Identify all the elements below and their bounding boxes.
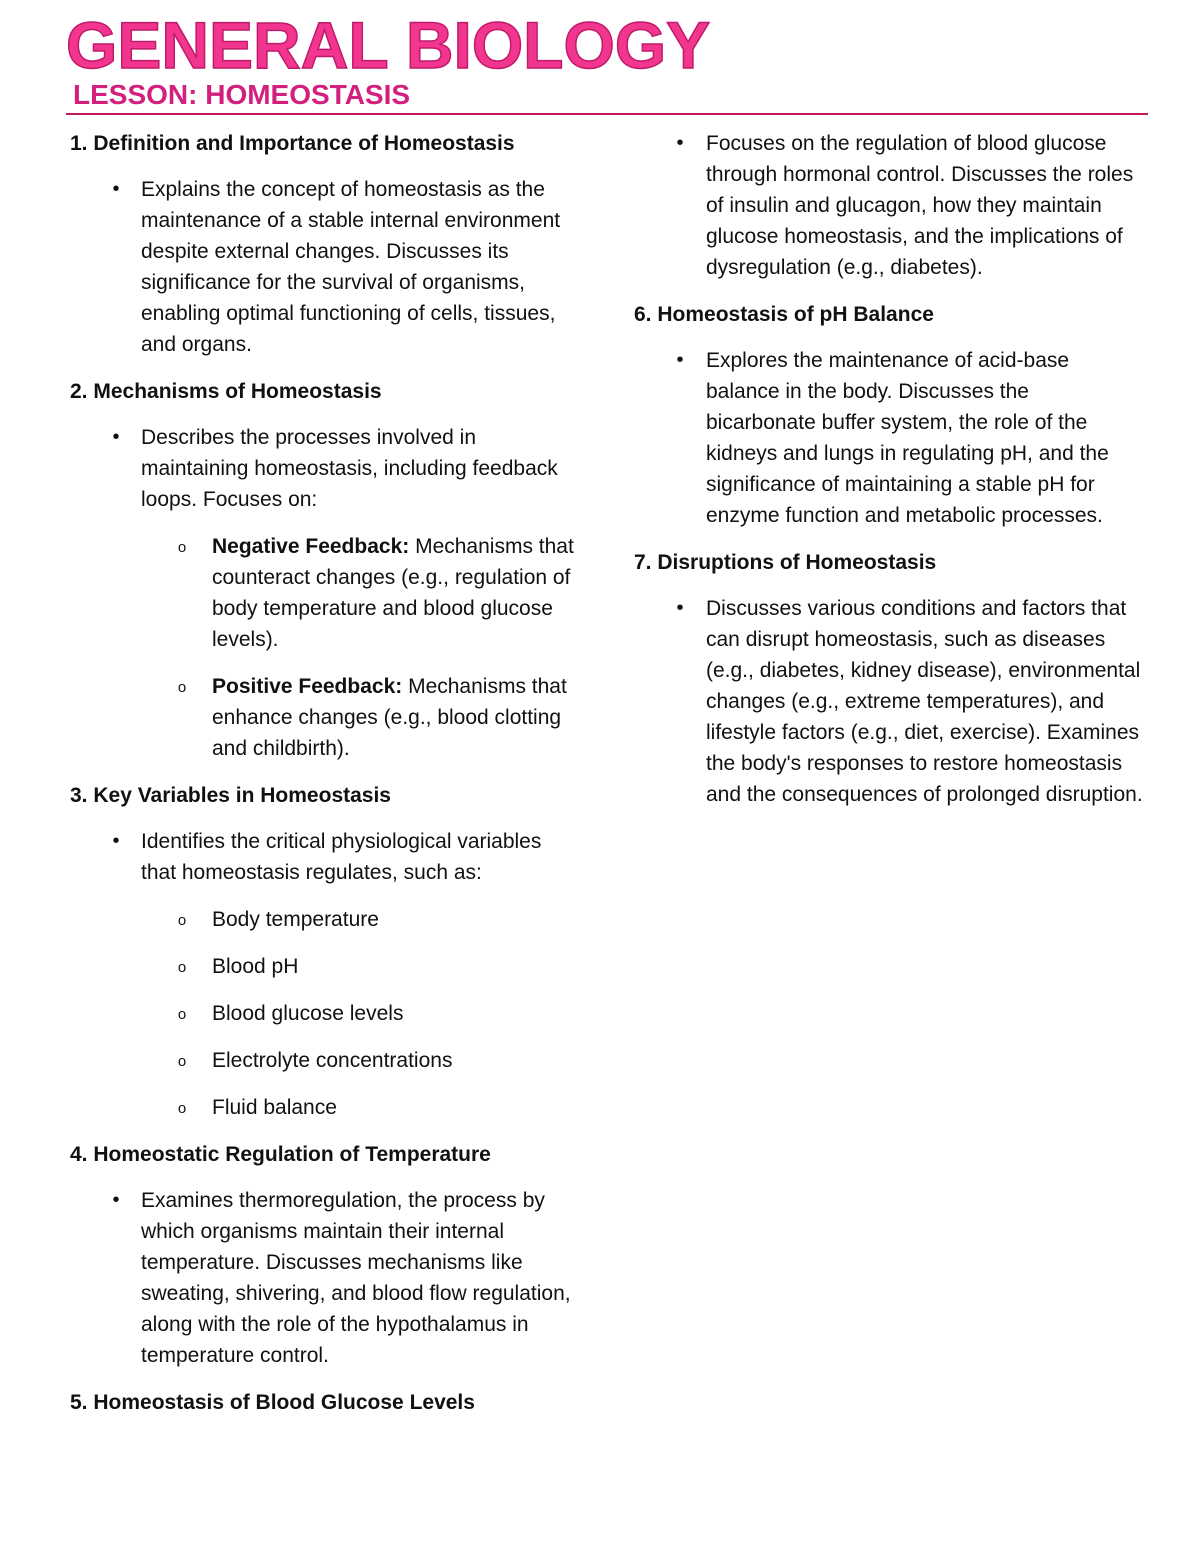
bullet-icon: •	[112, 830, 120, 852]
circle-bullet-icon: o	[177, 539, 187, 556]
variable-item	[70, 951, 580, 982]
bullet-icon: •	[112, 426, 120, 448]
variable-text: Blood pH	[212, 955, 299, 978]
bullet-text: Explains the concept of homeostasis as the maintenance of a stable internal environment despite external changes. Discusses its significance for the survival of organisms, enabling optimal functioning of cells, tissues, and organs.	[141, 178, 561, 356]
negative-feedback-text: Mechanisms that counteract changes (e.g., regulation of body temperature and blood glucose levels).	[212, 535, 574, 651]
bullet-item	[634, 593, 1144, 810]
variable-text: Blood glucose levels	[212, 1002, 404, 1025]
section-5-continued	[634, 128, 1144, 283]
sub-bullet-item	[70, 671, 580, 764]
bullet-text: Explores the maintenance of acid-base balance in the body. Discusses the bicarbonate buffer system, the role of the kidneys and lungs in regulating pH, and the significance of maintaining a stable pH for enzyme function and metabolic processes.	[706, 349, 1109, 527]
section-heading: 2. Mechanisms of Homeostasis	[70, 380, 382, 403]
section-6	[634, 299, 1144, 531]
bullet-text: Identifies the critical physiological variables that homeostasis regulates, such as:	[141, 830, 542, 884]
variable-item	[70, 1045, 580, 1076]
bullet-text: Discusses various conditions and factors that can disrupt homeostasis, such as diseases (e.g., diabetes, kidney disease), environmental changes (e.g., extreme temperatures), and lifestyle factors (e.g., diet, exercise). Examines the body's responses to restore homeostasis and the consequences of prolonged disruption.	[706, 597, 1143, 806]
section-heading: 5. Homeostasis of Blood Glucose Levels	[70, 1391, 475, 1414]
section-heading: 1. Definition and Importance of Homeostasis	[70, 132, 515, 155]
bullet-item	[70, 1185, 580, 1371]
bullet-text: Examines thermoregulation, the process by which organisms maintain their internal temperature. Discusses mechanisms like sweating, shivering, and blood flow regulation, along with the role of the hypothalamus in temperature control.	[141, 1189, 571, 1367]
negative-feedback-term: Negative Feedback:	[212, 535, 410, 558]
left-column	[70, 128, 580, 1434]
document-title: GENERAL BIOLOGY	[66, 8, 711, 82]
section-3	[70, 780, 580, 1123]
section-7	[634, 547, 1144, 810]
circle-bullet-icon: o	[177, 1100, 187, 1117]
section-heading: 4. Homeostatic Regulation of Temperature	[70, 1143, 491, 1166]
positive-feedback-term: Positive Feedback:	[212, 675, 403, 698]
bullet-icon: •	[676, 349, 684, 371]
section-1	[70, 128, 580, 360]
bullet-text: Focuses on the regulation of blood glucose through hormonal control. Discusses the roles of insulin and glucagon, how they maintain glucose homeostasis, and the implications of dysregulation (e.g., diabetes).	[706, 132, 1134, 279]
variable-text: Fluid balance	[212, 1096, 337, 1119]
bullet-icon: •	[676, 132, 684, 154]
circle-bullet-icon: o	[177, 679, 187, 696]
bullet-icon: •	[676, 597, 684, 619]
bullet-item	[634, 345, 1144, 531]
variable-text: Body temperature	[212, 908, 379, 931]
section-heading: 7. Disruptions of Homeostasis	[634, 551, 937, 574]
variable-item	[70, 998, 580, 1029]
lesson-subtitle: LESSON: HOMEOSTASIS	[73, 79, 411, 110]
right-column	[634, 128, 1144, 826]
section-heading: 6. Homeostasis of pH Balance	[634, 303, 934, 326]
section-4	[70, 1139, 580, 1371]
bullet-item	[70, 826, 580, 888]
section-5	[70, 1387, 580, 1418]
section-heading: 3. Key Variables in Homeostasis	[70, 784, 391, 807]
sub-bullet-item	[70, 531, 580, 655]
bullet-item	[634, 128, 1144, 283]
bullet-item	[70, 422, 580, 515]
section-2	[70, 376, 580, 764]
circle-bullet-icon: o	[177, 912, 187, 929]
variable-item	[70, 1092, 580, 1123]
bullet-text: Describes the processes involved in maintaining homeostasis, including feedback loops. Focuses on:	[141, 426, 558, 511]
variable-item	[70, 904, 580, 935]
bullet-icon: •	[112, 1189, 120, 1211]
circle-bullet-icon: o	[177, 1006, 187, 1023]
variable-text: Electrolyte concentrations	[212, 1049, 453, 1072]
circle-bullet-icon: o	[177, 959, 187, 976]
positive-feedback-text: Mechanisms that enhance changes (e.g., blood clotting and childbirth).	[212, 675, 567, 760]
bullet-icon: •	[112, 178, 120, 200]
circle-bullet-icon: o	[177, 1053, 187, 1070]
bullet-item	[70, 174, 580, 360]
header-divider	[66, 113, 1148, 115]
